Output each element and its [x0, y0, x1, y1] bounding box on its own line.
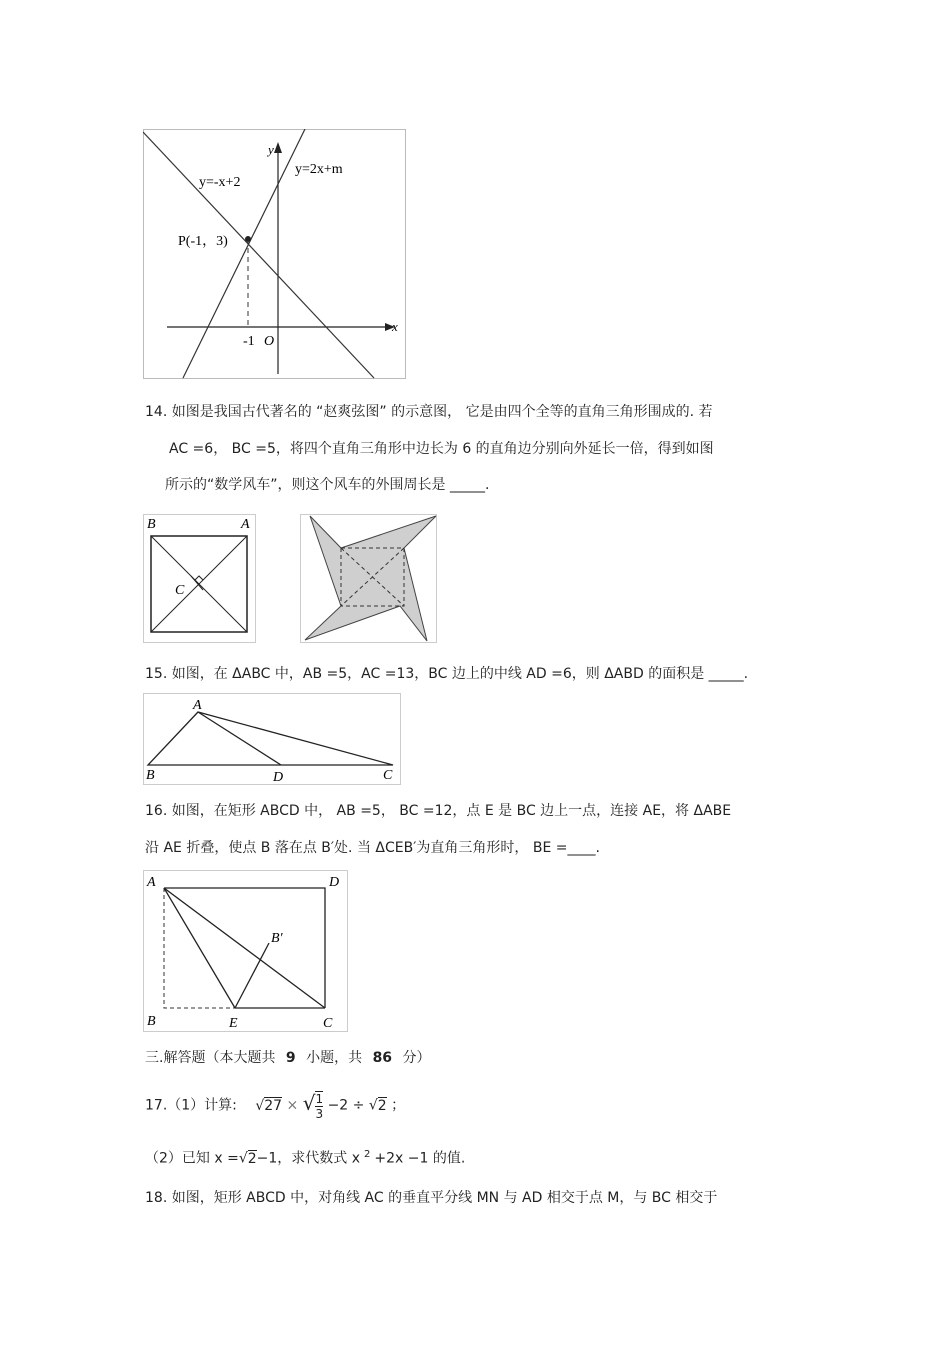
label-b-prime: B′: [271, 931, 283, 946]
label-a: A: [193, 698, 202, 713]
label-b: B: [147, 1014, 156, 1029]
q17-part1-end: ；: [391, 1097, 406, 1114]
radical-27: √27: [255, 1097, 283, 1114]
section-3-mid: 小题，共: [306, 1050, 363, 1066]
label-c: C: [323, 1016, 333, 1031]
q13-graph-figure: [143, 129, 406, 379]
radical-fraction: √ $\frac{1}{3}$: [302, 1091, 324, 1121]
section-3-heading: [145, 1048, 431, 1068]
q17-part1-prefix: 17.（1）计算:: [145, 1097, 237, 1114]
label-origin: O: [264, 334, 275, 349]
q17-part1-rest: −2 ÷: [327, 1097, 365, 1114]
q14-line3: 所示的“数学风车”，则这个风车的外围周长是 _____.: [165, 477, 490, 493]
q17-part2: [145, 1145, 465, 1169]
label-e: E: [229, 1016, 238, 1031]
frac-denominator: 3: [315, 1107, 324, 1121]
label-c: C: [175, 583, 185, 598]
q17-part2-sup: 2: [364, 1149, 371, 1160]
q16-rectangle-figure: [143, 870, 348, 1032]
section-3-prefix: 三.解答题（本大题共: [145, 1050, 276, 1066]
label-a: A: [147, 875, 156, 890]
label-a: A: [241, 517, 250, 532]
q14-line2: AC =6， BC =5，将四个直角三角形中边长为 6 的直角边分别向外延长一倍，得到如图: [169, 441, 714, 457]
radical-2b: √2: [238, 1150, 257, 1167]
label-line2: y=2x+m: [295, 162, 343, 177]
point-p: [245, 236, 251, 242]
q17-part2-mid: −1，求代数式 x: [256, 1150, 361, 1167]
q16-line2: 沿 AE 折叠，使点 B 落在点 B′处. 当 ΔCEB′为直角三角形时， BE =____.: [145, 840, 600, 856]
section-3-count: 9: [285, 1050, 296, 1066]
label-d: D: [329, 875, 340, 890]
radical-2: √2: [368, 1097, 387, 1114]
times-sign: ×: [286, 1097, 299, 1114]
graph-frame: [144, 130, 406, 379]
q15-line1: 15. 如图，在 ΔABC 中，AB =5，AC =13，BC 边上的中线 AD =6，则 ΔABD 的面积是 _____.: [145, 666, 749, 682]
q17-part1: [145, 1090, 405, 1126]
label-line1: y=-x+2: [199, 175, 241, 190]
q14-windmill-figure: [300, 514, 437, 643]
q16-line1: 16. 如图，在矩形 ABCD 中， AB =5， BC =12，点 E 是 BC 边上一点，连接 AE，将 ΔABE: [145, 803, 732, 819]
label-y-axis: y: [268, 142, 274, 157]
section-3-suffix: 分）: [402, 1050, 431, 1066]
label-point-p: P(-1，3): [178, 234, 228, 249]
label-b: B: [147, 517, 156, 532]
label-d: D: [273, 770, 284, 785]
q17-part2-end: +2x −1 的值.: [374, 1150, 466, 1167]
label-x-axis: x: [392, 319, 398, 334]
label-tick-neg1: -1: [243, 334, 255, 349]
label-c: C: [383, 768, 393, 783]
q18-line1: 18. 如图，矩形 ABCD 中，对角线 AC 的垂直平分线 MN 与 AD 相交于点 M，与 BC 相交于: [145, 1190, 718, 1206]
label-b: B: [146, 768, 155, 783]
frac-numerator: 1: [315, 1092, 324, 1106]
q15-triangle-figure: [143, 693, 401, 785]
section-3-points: 86: [372, 1050, 393, 1066]
q17-part2-prefix: （2）已知 x =: [145, 1150, 239, 1167]
q14-line1: 14. 如图是我国古代著名的 “赵爽弦图” 的示意图， 它是由四个全等的直角三角形围成的. 若: [145, 404, 713, 420]
q14-zhao-shuang-figure: [143, 514, 256, 643]
